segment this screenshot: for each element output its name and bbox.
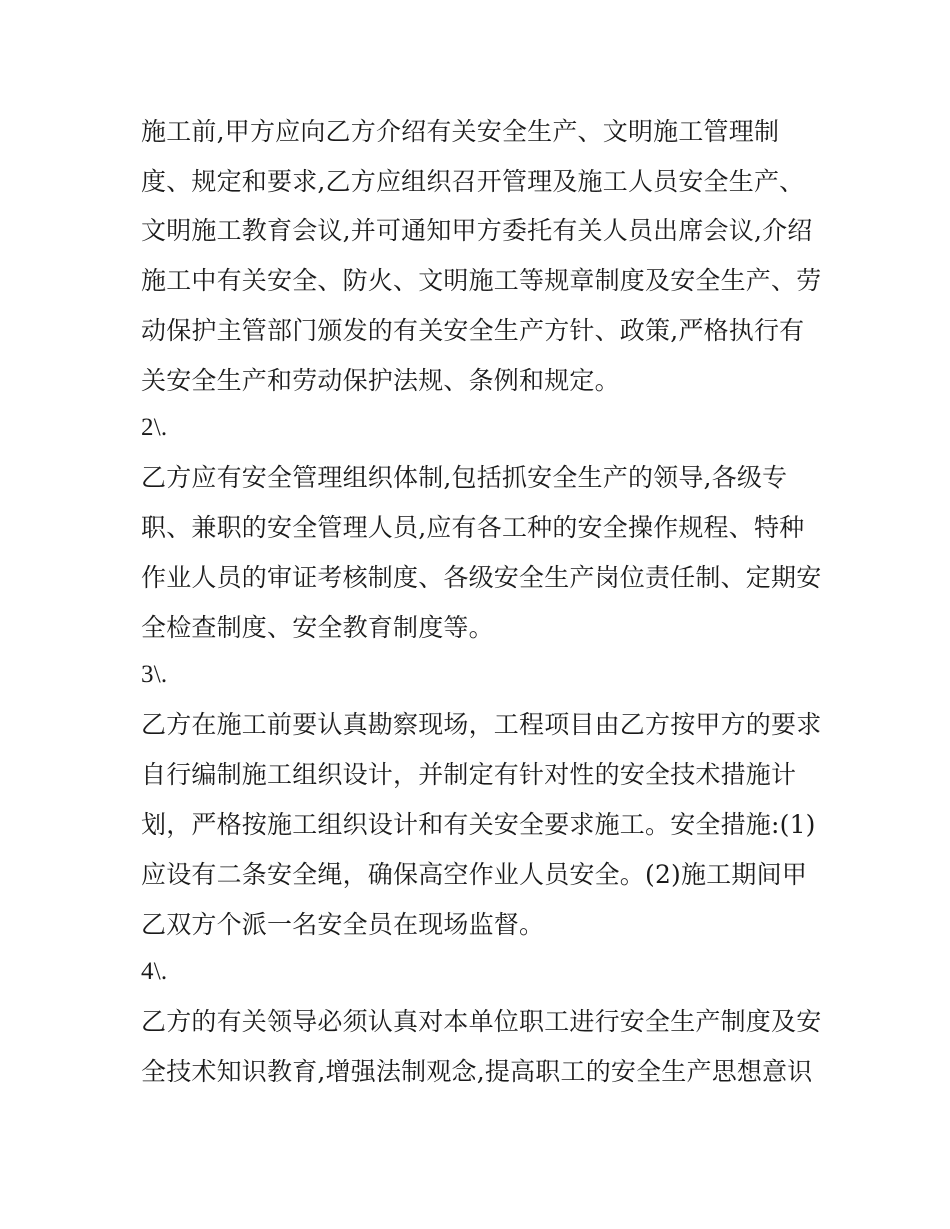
paragraph-line: 乙方在施工前要认真勘察现场，工程项目由乙方按甲方的要求 [141, 710, 822, 739]
paragraph-line: 作业人员的审证考核制度、各级安全生产岗位责任制、定期安 [141, 563, 822, 592]
paragraph-line: 文明施工教育会议,并可通知甲方委托有关人员出席会议,介绍 [141, 216, 813, 245]
paragraph-line: 度、规定和要求,乙方应组织召开管理及施工人员安全生产、 [141, 167, 805, 196]
paragraph-line: 施工前,甲方应向乙方介绍有关安全生产、文明施工管理制 [141, 117, 780, 146]
section-number: 3\. [141, 661, 168, 688]
paragraph-line: 施工中有关安全、防火、文明施工等规章制度及安全生产、劳 [141, 266, 822, 295]
paragraph-line: 应设有二条安全绳，确保高空作业人员安全。(2)施工期间甲 [141, 860, 808, 889]
paragraph-line: 关安全生产和劳动保护法规、条例和规定。 [141, 366, 620, 395]
paragraph-line: 乙方的有关领导必须认真对本单位职工进行安全生产制度及安 [141, 1007, 822, 1036]
section-number: 4\. [141, 958, 168, 985]
paragraph-line: 乙双方个派一名安全员在现场监督。 [141, 910, 545, 939]
paragraph-line: 全技术知识教育,增强法制观念,提高职工的安全生产思想意识 [141, 1057, 813, 1086]
section-number: 2\. [141, 414, 168, 441]
paragraph-line: 职、兼职的安全管理人员,应有各工种的安全操作规程、特种 [141, 513, 805, 542]
paragraph-line: 乙方应有安全管理组织体制,包括抓安全生产的领导,各级专 [141, 463, 788, 492]
paragraph-line: 自行编制施工组织设计，并制定有针对性的安全技术措施计 [141, 760, 797, 789]
paragraph-line: 划，严格按施工组织设计和有关安全要求施工。安全措施:(1) [141, 810, 816, 839]
paragraph-line: 全检查制度、安全教育制度等。 [141, 613, 494, 642]
paragraph-line: 动保护主管部门颁发的有关安全生产方针、政策,严格执行有 [141, 316, 805, 345]
